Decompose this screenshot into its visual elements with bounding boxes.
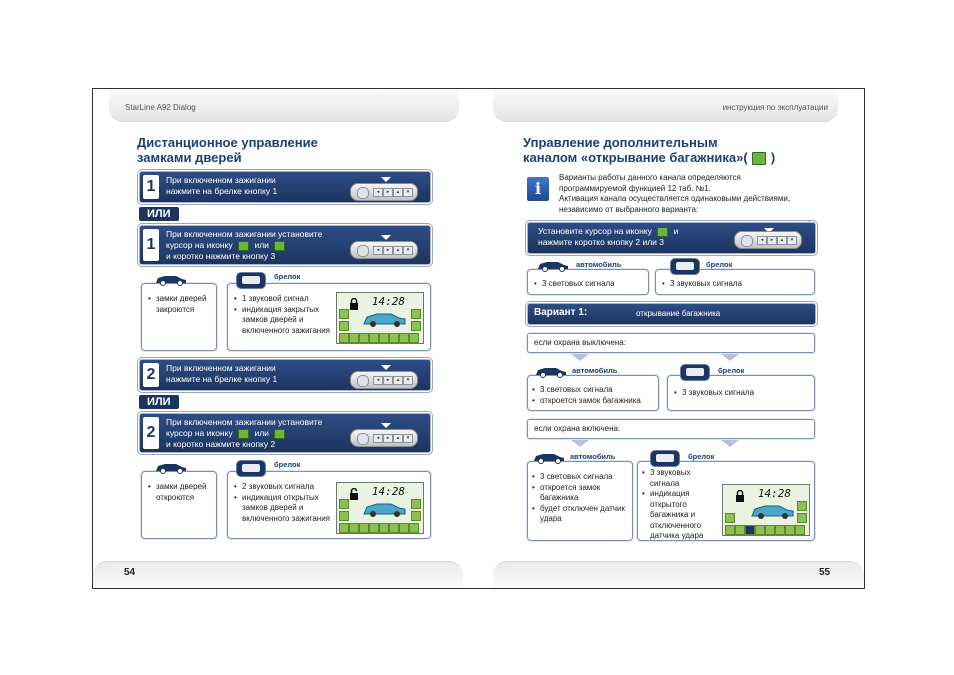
lcd-time: 14:28 xyxy=(757,487,791,500)
right-header-bar xyxy=(493,89,838,122)
car-icon xyxy=(536,258,570,272)
list-item: • откроется замок багажника xyxy=(532,396,656,407)
lcd-screen xyxy=(336,482,424,534)
lcd-screen xyxy=(722,484,810,536)
fob-pointer xyxy=(381,177,391,182)
lcd-menu-icon xyxy=(755,525,765,535)
fob-label: брелок xyxy=(274,272,301,281)
fob-result-1 xyxy=(227,272,431,351)
fob-pointer xyxy=(381,365,391,370)
instruction-line1 xyxy=(538,226,678,237)
left-header-text: StarLine A92 Dialog xyxy=(125,103,196,112)
step-text-line1: При включенном зажигании установите xyxy=(166,417,323,427)
fob-led-icon xyxy=(357,187,369,199)
guard-off-condition xyxy=(527,333,815,353)
general-fob-result xyxy=(655,260,815,295)
fob-result-list xyxy=(234,482,334,524)
condition-text: если охрана включена: xyxy=(534,424,621,433)
lcd-car-icon xyxy=(361,499,407,519)
fob-led-icon xyxy=(357,245,369,257)
list-item: • 1 звуковой сигнал xyxy=(234,294,334,305)
lcd-menu-icon xyxy=(399,333,409,343)
lcd-time: 14:28 xyxy=(371,485,405,498)
car-icon xyxy=(154,460,188,474)
fob-btn-2-icon: ▸ xyxy=(383,376,393,385)
step-text-line3: и коротко нажмите кнопку 2 xyxy=(166,439,276,449)
car-result-1 xyxy=(141,283,217,351)
list-item: • замки дверей откроются xyxy=(148,482,214,503)
list-item: • 3 световых сигнала xyxy=(534,279,644,290)
car-result-2 xyxy=(141,471,217,539)
or-label-1: ИЛИ xyxy=(139,207,179,221)
fob-led-icon xyxy=(741,235,753,247)
lcd-car-icon xyxy=(361,309,407,329)
info-line: независимо от выбранного варианта: xyxy=(559,204,699,214)
lcd-car-icon xyxy=(749,501,795,521)
car-label: автомобиль xyxy=(572,366,618,375)
fob-pointer xyxy=(381,235,391,240)
list-item: • 3 световых сигнала xyxy=(532,385,656,396)
lcd-menu-icon xyxy=(775,525,785,535)
list-item: • 3 световых сигнала xyxy=(532,472,628,483)
trunk-cursor-icon xyxy=(657,227,668,237)
keyfob-icon xyxy=(350,241,418,259)
fob-btn-2-icon: ▸ xyxy=(383,246,393,255)
step-text-line2 xyxy=(166,428,322,439)
lock-alt-icon xyxy=(274,241,285,251)
right-page-number: 55 xyxy=(819,567,831,578)
fob-display-icon xyxy=(680,364,710,381)
lcd-menu-icon xyxy=(389,333,399,343)
fob-result-list xyxy=(642,468,720,542)
arrow-down-icon xyxy=(571,354,589,361)
step-text-line1: При включенном зажигании xyxy=(166,175,276,185)
variant-bar xyxy=(527,303,816,325)
fob-btn-3-icon: ▴ xyxy=(393,188,403,197)
fob-btn-3-icon: ▴ xyxy=(393,376,403,385)
fob-result-list xyxy=(234,294,334,336)
list-item: • 3 звуковых сигнала xyxy=(662,279,802,290)
or-label-2: ИЛИ xyxy=(139,395,179,409)
lcd-menu-icon xyxy=(389,523,399,533)
fob-result-list xyxy=(674,388,810,399)
general-car-result xyxy=(527,260,649,295)
car-result-list xyxy=(532,385,656,406)
info-line: Варианты работы данного канала определяются xyxy=(559,173,741,182)
step-1a-box xyxy=(139,171,431,203)
fob-led-icon xyxy=(357,375,369,387)
manual-spread xyxy=(92,88,865,589)
car-icon xyxy=(154,272,188,286)
trunk-instruction-box xyxy=(527,222,816,254)
lcd-menu-icon xyxy=(785,525,795,535)
fob-display-icon xyxy=(670,258,700,275)
fob-btn-4-icon: ▾ xyxy=(403,434,413,443)
step-text-line1: При включенном зажигании установите xyxy=(166,229,323,239)
fob-result-2 xyxy=(227,460,431,539)
lcd-menu-icon xyxy=(369,523,379,533)
instruction-text xyxy=(538,226,678,248)
fob-btn-2-icon: ▸ xyxy=(767,236,777,245)
lcd-trunk-selected-icon xyxy=(745,525,755,535)
right-title-line2 xyxy=(523,150,775,165)
left-title-line2: замками дверей xyxy=(137,150,242,165)
step-text-line1: При включенном зажигании xyxy=(166,363,276,373)
variant-desc: открывание багажника xyxy=(636,309,721,318)
left-header-bar xyxy=(109,89,459,122)
lcd-menu-icon xyxy=(765,525,775,535)
step-2a-box xyxy=(139,359,431,391)
fob-btn-3-icon: ▴ xyxy=(393,434,403,443)
lcd-menu-icon xyxy=(379,333,389,343)
step-1b-box xyxy=(139,225,431,265)
trunk-icon xyxy=(752,152,766,165)
condition-text: если охрана выключена: xyxy=(534,338,626,347)
info-line: Активация канала осуществляется одинаковыми действиями, xyxy=(559,194,791,203)
right-title-line1: Управление дополнительным xyxy=(523,135,718,150)
right-title-tail: ) xyxy=(770,150,776,165)
padlock-open-icon xyxy=(349,488,359,500)
fob-btn-3-icon: ▴ xyxy=(393,246,403,255)
list-item: • 3 звуковых сигнала xyxy=(642,468,720,489)
lock-cursor-icon xyxy=(238,241,249,251)
arrow-down-icon xyxy=(571,440,589,447)
step-text-line2a: курсор на иконку xyxy=(166,428,233,438)
step-text-line2a: курсор на иконку xyxy=(166,240,233,250)
lcd-status-icon xyxy=(339,309,349,319)
right-title xyxy=(523,135,775,165)
lcd-menu-icon xyxy=(379,523,389,533)
lcd-status-icon xyxy=(797,501,807,511)
info-text xyxy=(559,173,829,215)
list-item: • индикация открытых замков дверей и включенного зажигания xyxy=(234,493,334,525)
fob-btn-4-icon: ▾ xyxy=(403,246,413,255)
lcd-status-icon xyxy=(411,321,421,331)
lcd-screen xyxy=(336,292,424,344)
car-result-list xyxy=(148,482,214,503)
keyfob-icon xyxy=(350,183,418,201)
car-result-list xyxy=(534,279,644,290)
car-label: автомобиль xyxy=(576,260,622,269)
step-text-line3: и коротко нажмите кнопку 3 xyxy=(166,251,276,261)
lcd-menu-icon xyxy=(349,333,359,343)
left-title-line1: Дистанционное управление xyxy=(137,135,318,150)
fob-led-icon xyxy=(357,433,369,445)
step-text-line2 xyxy=(166,240,322,251)
keyfob-icon xyxy=(350,429,418,447)
list-item: • будет отключен датчик удара xyxy=(532,504,628,525)
info-icon: i xyxy=(527,177,549,201)
car-result-list xyxy=(532,472,628,525)
arrow-down-icon xyxy=(721,354,739,361)
lcd-status-icon xyxy=(339,511,349,521)
list-item: • 2 звуковых сигнала xyxy=(234,482,334,493)
step-text xyxy=(166,417,322,450)
step-text-line2: нажмите на брелке кнопку 1 xyxy=(166,374,278,384)
unlock-cursor-icon xyxy=(238,429,249,439)
list-item: • замки дверей закроются xyxy=(148,294,214,315)
lcd-status-icon xyxy=(411,499,421,509)
lcd-menu-icon xyxy=(795,525,805,535)
fob-btn-3-icon: ▴ xyxy=(777,236,787,245)
car-icon xyxy=(532,450,566,464)
fob-pointer xyxy=(381,423,391,428)
fob-btn-4-icon: ▾ xyxy=(403,188,413,197)
padlock-closed-icon xyxy=(349,298,359,310)
guard-off-fob-result xyxy=(667,366,815,411)
arrow-down-icon xyxy=(721,440,739,447)
fob-btn-1-icon: ◂ xyxy=(757,236,767,245)
fob-btn-2-icon: ▸ xyxy=(383,188,393,197)
guard-on-condition xyxy=(527,419,815,439)
step-text xyxy=(166,363,277,385)
lcd-menu-icon xyxy=(409,333,419,343)
lcd-menu-icon xyxy=(359,333,369,343)
fob-label: брелок xyxy=(706,260,733,269)
step-2b-box xyxy=(139,413,431,453)
step-number: 1 xyxy=(143,229,159,261)
fob-btn-1-icon: ◂ xyxy=(373,246,383,255)
left-page-number: 54 xyxy=(124,567,136,578)
fob-label: брелок xyxy=(688,452,715,461)
fob-btn-1-icon: ◂ xyxy=(373,376,383,385)
fob-btn-4-icon: ▾ xyxy=(403,376,413,385)
list-item: • 3 звуковых сигнала xyxy=(674,388,810,399)
fob-btn-1-icon: ◂ xyxy=(373,188,383,197)
car-result-list xyxy=(148,294,214,315)
step-text-or: или xyxy=(254,240,269,250)
right-footer-bar xyxy=(493,561,864,588)
step-text xyxy=(166,175,277,197)
instruction-line1a: Установите курсор на иконку xyxy=(538,226,652,236)
padlock-closed-icon xyxy=(735,490,745,502)
fob-result-list xyxy=(662,279,802,290)
right-title-line2-text: каналом «открывание багажника»( xyxy=(523,150,748,165)
car-icon xyxy=(534,364,568,378)
lcd-menu-icon xyxy=(399,523,409,533)
lcd-status-icon xyxy=(411,309,421,319)
guard-on-fob-result xyxy=(637,452,815,541)
fob-btn-2-icon: ▸ xyxy=(383,434,393,443)
lcd-status-icon xyxy=(339,499,349,509)
fob-btn-4-icon: ▾ xyxy=(787,236,797,245)
lcd-menu-icon xyxy=(409,523,419,533)
variant-label: Вариант 1: xyxy=(534,307,588,318)
lcd-status-icon xyxy=(411,511,421,521)
lcd-menu-icon xyxy=(359,523,369,533)
fob-btn-1-icon: ◂ xyxy=(373,434,383,443)
lcd-menu-icon xyxy=(339,333,349,343)
lcd-status-icon xyxy=(797,513,807,523)
lcd-menu-icon xyxy=(735,525,745,535)
lcd-menu-icon xyxy=(369,333,379,343)
lcd-time: 14:28 xyxy=(371,295,405,308)
list-item: • индикация закрытых замков дверей и включенного зажигания xyxy=(234,305,334,337)
step-number: 2 xyxy=(143,417,159,449)
step-number: 1 xyxy=(143,175,159,199)
left-footer-bar xyxy=(93,561,463,588)
guard-off-car-result xyxy=(527,366,659,411)
fob-label: брелок xyxy=(274,460,301,469)
keyfob-icon xyxy=(734,231,802,249)
right-header-text: инструкция по эксплуатации xyxy=(722,103,828,112)
fob-display-icon xyxy=(236,460,266,477)
step-number: 2 xyxy=(143,363,159,387)
list-item: • откроется замок багажника xyxy=(532,483,628,504)
keyfob-icon xyxy=(350,371,418,389)
instruction-line2: нажмите коротко кнопку 2 или 3 xyxy=(538,237,664,247)
lcd-status-icon xyxy=(725,513,735,523)
lcd-status-icon xyxy=(339,321,349,331)
lcd-menu-icon xyxy=(725,525,735,535)
step-text xyxy=(166,229,322,262)
instruction-line1b: и xyxy=(673,226,679,236)
guard-on-car-result xyxy=(527,452,633,541)
unlock-alt-icon xyxy=(274,429,285,439)
lcd-menu-icon xyxy=(339,523,349,533)
list-item: • индикация открытого багажника и отключенного датчика удара xyxy=(642,489,720,542)
info-line: программируемой функцией 12 таб. №1. xyxy=(559,183,711,193)
fob-label: брелок xyxy=(718,366,745,375)
fob-display-icon xyxy=(236,272,266,289)
step-text-line2: нажмите на брелке кнопку 1 xyxy=(166,186,278,196)
fob-display-icon xyxy=(650,450,680,467)
car-label: автомобиль xyxy=(570,452,616,461)
lcd-menu-icon xyxy=(349,523,359,533)
left-title xyxy=(137,135,318,165)
step-text-or: или xyxy=(254,428,269,438)
